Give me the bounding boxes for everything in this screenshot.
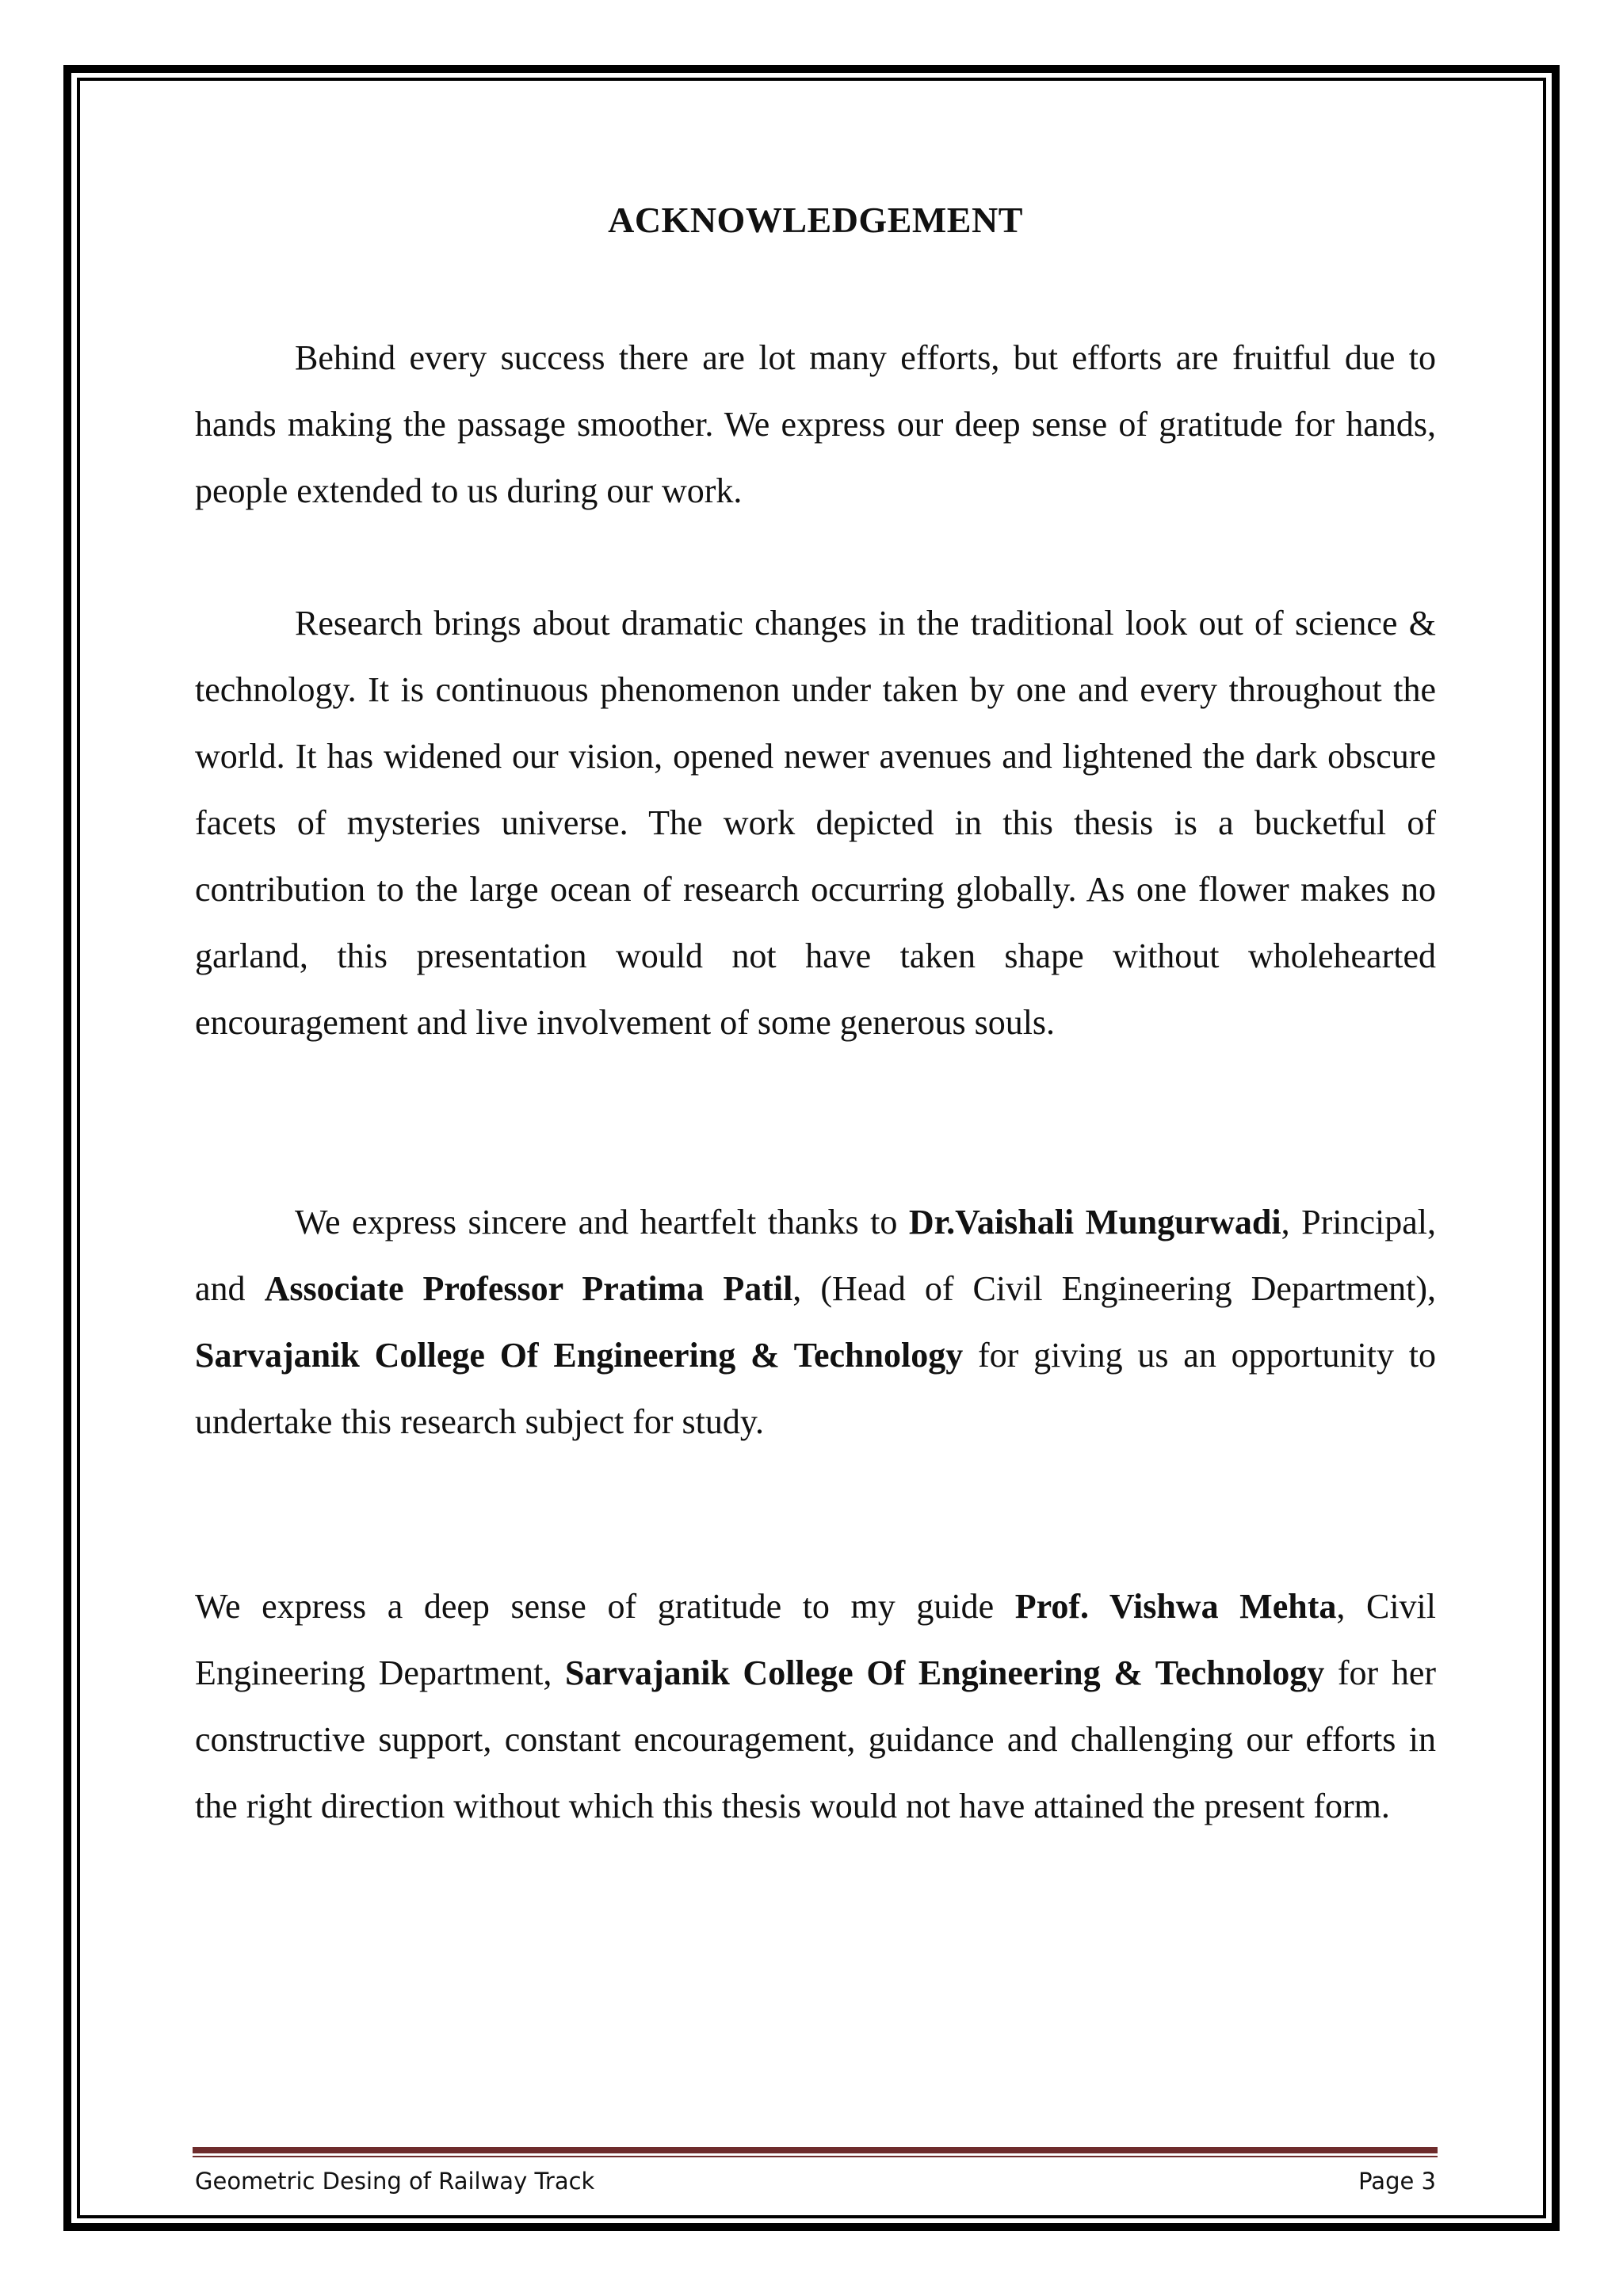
paragraph-thanks-principal	[195, 1189, 1436, 1455]
text-run: for giving us an opportunity to undertake this research subject for study.	[195, 1336, 1436, 1441]
text-run: for her constructive support, constant encouragement, guidance and challenging our efforts in the right direction without which this thesis would not have attained the present form.	[195, 1653, 1436, 1825]
text-run: We express sincere and heartfelt thanks to	[295, 1203, 909, 1241]
name-hod: Associate Professor Pratima Patil	[264, 1269, 793, 1308]
text-run: , Civil Engineering Department,	[195, 1587, 1437, 1692]
paragraph-research: Research brings about dramatic changes in the traditional look out of science & technology. It is continuous phenomenon under taken by one and every throughout the world. It has widened our vision, opened newer avenues and lightened the dark obscure facets of mysteries universe. The work depicted in this thesis is a bucketful of contribution to the large ocean of research occurring globally. As one flower makes no garland, this presentation would not have taken shape without wholehearted encouragement and live involvement of some generous souls.	[195, 604, 1436, 1042]
footer-document-title: Geometric Desing of Railway Track	[195, 2168, 595, 2195]
text-run: , (Head of Civil Engineering Department),	[792, 1269, 1436, 1308]
footer-page-number: Page 3	[1358, 2168, 1436, 2195]
college-name: Sarvajanik College Of Engineering & Technology	[195, 1336, 964, 1375]
footer-rule	[193, 2147, 1438, 2153]
paragraph-thanks-guide	[195, 1573, 1436, 1840]
page-title: ACKNOWLEDGEMENT	[608, 200, 1023, 240]
name-principal: Dr.Vaishali Mungurwadi	[908, 1203, 1281, 1241]
footer-rule-thin	[193, 2156, 1438, 2157]
paragraph-intro: Behind every success there are lot many efforts, but efforts are fruitful due to hands making the passage smoother. We express our deep sense of gratitude for hands, people extended to us during our work.	[195, 338, 1436, 510]
text-run: We express a deep sense of gratitude to my guide	[195, 1587, 1015, 1626]
name-guide: Prof. Vishwa Mehta	[1014, 1587, 1337, 1626]
text-run: , Principal, and	[195, 1203, 1436, 1308]
college-name: Sarvajanik College Of Engineering & Technology	[564, 1653, 1325, 1692]
